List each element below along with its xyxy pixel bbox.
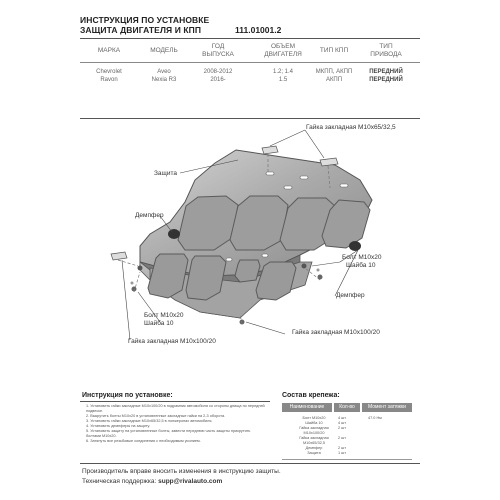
label-damper-right: Демпфер [336, 292, 365, 299]
footer-support [82, 478, 222, 485]
cell-year-1: 2008-2012 [203, 69, 233, 75]
damper-right [349, 241, 361, 251]
spec-bottom-rule [282, 459, 412, 460]
spec-header-name: Наименование [282, 403, 332, 412]
instruction-step-5: 5. Установить защиту на установленные болты, завести переднюю часть защиты прикрутить болтами M10x20. [86, 429, 251, 438]
spec-item-torque-1: 47.0 Нм [368, 416, 382, 420]
cell-engine-2: 1.5 [278, 77, 288, 83]
cell-year-2: 2016- [210, 77, 226, 83]
spec-title: Состав крепежа: [282, 392, 340, 399]
part-code: 111.01001.2 [235, 25, 282, 35]
label-damper-left: Демпфер [135, 212, 164, 219]
spec-header-torque: Момент затяжки [362, 403, 412, 412]
label-bolt-right-1: Болт M10x20 [342, 254, 382, 261]
footer-support-label: Техническая поддержка: [82, 478, 159, 485]
cell-model-2: Nexia R3 [151, 77, 177, 83]
support-email-link[interactable]: supp@rivalauto.com [158, 478, 223, 485]
col-model: МОДЕЛЬ [150, 47, 178, 54]
label-bolt-right-2: Шайба 10 [346, 262, 376, 269]
col-gearbox: ТИП КПП [319, 47, 349, 54]
instruction-step-3: 3. Установить гайки закладные M10x65/32,5 в лонжеронах автомобиля. [86, 419, 213, 423]
label-shield: Защита [154, 170, 178, 177]
spec-item-qty-4: 2 шт [338, 436, 346, 440]
col-drive: ТИП ПРИВОДА [370, 43, 402, 58]
spec-item-qty-2: 4 шт [338, 421, 346, 425]
cell-make-2: Ravon [100, 77, 118, 83]
spec-header-qty: Кол-во [334, 403, 360, 412]
cell-drive-1: ПЕРЕДНИЙ [369, 69, 403, 75]
instructions-rule [80, 401, 270, 402]
title-line-1: ИНСТРУКЦИЯ ПО УСТАНОВКЕ [80, 15, 210, 25]
col-year: ГОД ВЫПУСКА [202, 43, 234, 58]
instruction-step-1: 1. Установить гайки закладные M10x100/20 в подрамник автомобиля со стороны днища по передней подвеске. [86, 404, 265, 413]
cell-drive-2: ПЕРЕДНИЙ [369, 77, 403, 83]
cell-model-1: Aveo [157, 69, 171, 75]
col-make: МАРКА [97, 47, 121, 54]
footer-disclaimer: Производитель вправе вносить изменения в инструкцию защиты. [82, 468, 281, 475]
spec-item-name-6: Защита [307, 451, 321, 455]
label-bolt-left-2: Шайба 10 [144, 320, 174, 327]
instruction-step-2: 2. Выкрутить болты M10x20 в установленные закладные гайки на 2-3 оборота. [86, 414, 226, 418]
instructions-title: Инструкция по установке: [82, 392, 173, 399]
spec-item-name-2: Шайба 10 [305, 421, 323, 425]
spec-item-qty-5: 2 шт [338, 446, 346, 450]
spec-item-qty-6: 1 шт [338, 451, 346, 455]
instruction-step-4: 4. Установить демпферы на защиту. [86, 424, 151, 428]
spec-item-qty-3: 2 шт [338, 426, 346, 430]
col-engine: ОБЪЕМ ДВИГАТЕЛЯ [264, 43, 302, 58]
cell-gearbox-1: МКПП, АКПП [315, 69, 353, 75]
label-nut-top: Гайка закладная M10x65/32,5 [306, 124, 396, 131]
damper-left [168, 229, 180, 239]
instruction-step-6: 6. Затянуть все резьбовые соединения с необходимым усилием. [86, 439, 201, 443]
label-nut-bottom-right: Гайка закладная M10x100/20 [292, 329, 380, 336]
label-nut-bottom-left: Гайка закладная M10x100/20 [128, 338, 216, 345]
spec-item-name-1: Болт M10x20 [302, 416, 326, 420]
spec-item-qty-1: 4 шт [338, 416, 346, 420]
spec-item-name-5: Демпфер [305, 446, 323, 450]
spec-item-name-3: Гайка закладная M10x100/20 [299, 426, 329, 435]
spec-item-name-4: Гайка закладная M10x65/32,5 [299, 436, 329, 445]
cell-gearbox-2: АКПП [325, 77, 343, 83]
footer-rule [80, 463, 420, 464]
cell-make-1: Chevrolet [96, 69, 122, 75]
label-bolt-left-1: Болт M10x20 [144, 312, 184, 319]
cell-engine-1: 1.2; 1.4 [272, 69, 293, 75]
title-line-2: ЗАЩИТА ДВИГАТЕЛЯ И КПП [80, 25, 202, 35]
upper-panels [178, 196, 370, 250]
